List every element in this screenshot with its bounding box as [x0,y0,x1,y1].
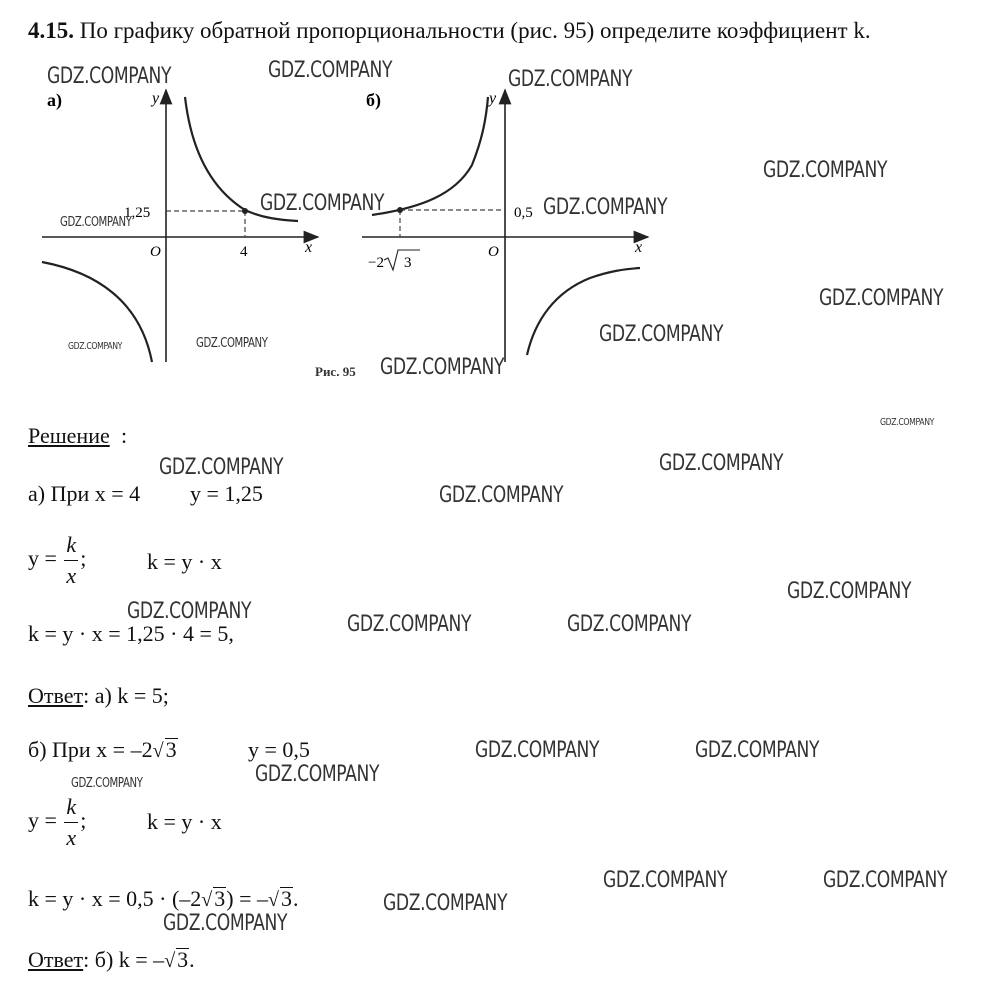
watermark: GDZ.COMPANY [255,762,380,787]
graph-b-x-tick: −2 [368,255,384,271]
solution-heading-colon: : [121,423,128,448]
task-number: 4.15. [28,18,74,43]
part-b-k-formula: k = y · x [147,809,222,834]
watermark: GDZ.COMPANY [268,58,393,83]
watermark: GDZ.COMPANY [60,215,132,230]
graph-b-origin: O [488,244,499,260]
graph-b-y-tick: 0,5 [514,205,533,221]
graph-b-x-label: x [635,239,643,256]
watermark: GDZ.COMPANY [508,67,633,92]
part-a-calculation: k = y · x = 1,25 · 4 = 5, [28,621,234,646]
part-b-fraction: $\frac{k}{x}$ [66,794,77,850]
part-b-given-x: б) При x = –2√3 [28,737,177,762]
watermark: GDZ.COMPANY [603,868,728,893]
watermark: GDZ.COMPANY [475,738,600,763]
part-a-answer: Ответ: а) k = 5; [28,683,169,708]
watermark: GDZ.COMPANY [567,612,692,637]
task-text: По графику обратной пропорциональности (рис. 95) определите коэффициент k. [79,18,871,43]
solution-heading: Решение [28,423,110,448]
figure-95 [0,0,998,400]
watermark: GDZ.COMPANY [68,341,123,352]
graph-a-x-label: x [305,239,313,256]
watermark: GDZ.COMPANY [880,417,935,428]
watermark: GDZ.COMPANY [163,911,288,936]
graph-a-y-label: y [152,90,160,107]
part-a-formula: y = $\frac{k}{x}$ ; [28,530,86,591]
watermark: GDZ.COMPANY [439,483,564,508]
watermark: GDZ.COMPANY [695,738,820,763]
watermark: GDZ.COMPANY [659,451,784,476]
graph-b-label: б) [366,90,381,110]
graph-b-x-tick-radical [384,250,420,270]
part-a-fraction: $\frac{k}{x}$ [66,532,77,588]
watermark: GDZ.COMPANY [543,195,668,220]
graph-a-y-tick: 1,25 [124,205,151,221]
part-b-answer: Ответ: б) k = –√3. [28,947,195,972]
watermark: GDZ.COMPANY [823,868,948,893]
watermark: GDZ.COMPANY [599,322,724,347]
graph-a-x-tick: 4 [240,244,248,260]
graph-b-point [397,207,403,213]
part-b-given-y: y = 0,5 [248,737,310,762]
part-a-given-y: y = 1,25 [190,481,263,506]
graph-b-x-tick-root: 3 [404,255,412,271]
watermark: GDZ.COMPANY [383,891,508,916]
part-b-calculation: k = y · x = 0,5 · (–2√3) = –√3. [28,886,299,911]
watermark: GDZ.COMPANY [159,455,284,480]
watermark: GDZ.COMPANY [196,336,268,351]
watermark: GDZ.COMPANY [380,355,505,380]
watermark: GDZ.COMPANY [763,158,888,183]
watermark: GDZ.COMPANY [47,64,172,89]
graph-b-branch-1 [372,97,488,215]
graph-a-point [242,208,248,214]
graph-a-origin: O [150,244,161,260]
part-a-given-x: а) При x = 4 [28,481,141,506]
watermark: GDZ.COMPANY [819,286,944,311]
watermark: GDZ.COMPANY [127,599,252,624]
watermark: GDZ.COMPANY [787,579,912,604]
graph-a-label: а) [47,90,62,110]
figure-caption: Рис. 95 [315,364,356,379]
part-a-k-formula: k = y · x [147,549,222,574]
part-b-formula: y = $\frac{k}{x}$ ; [28,792,86,853]
watermark: GDZ.COMPANY [347,612,472,637]
watermark: GDZ.COMPANY [260,191,385,216]
graph-b-y-label: y [489,90,497,107]
watermark: GDZ.COMPANY [71,776,143,791]
